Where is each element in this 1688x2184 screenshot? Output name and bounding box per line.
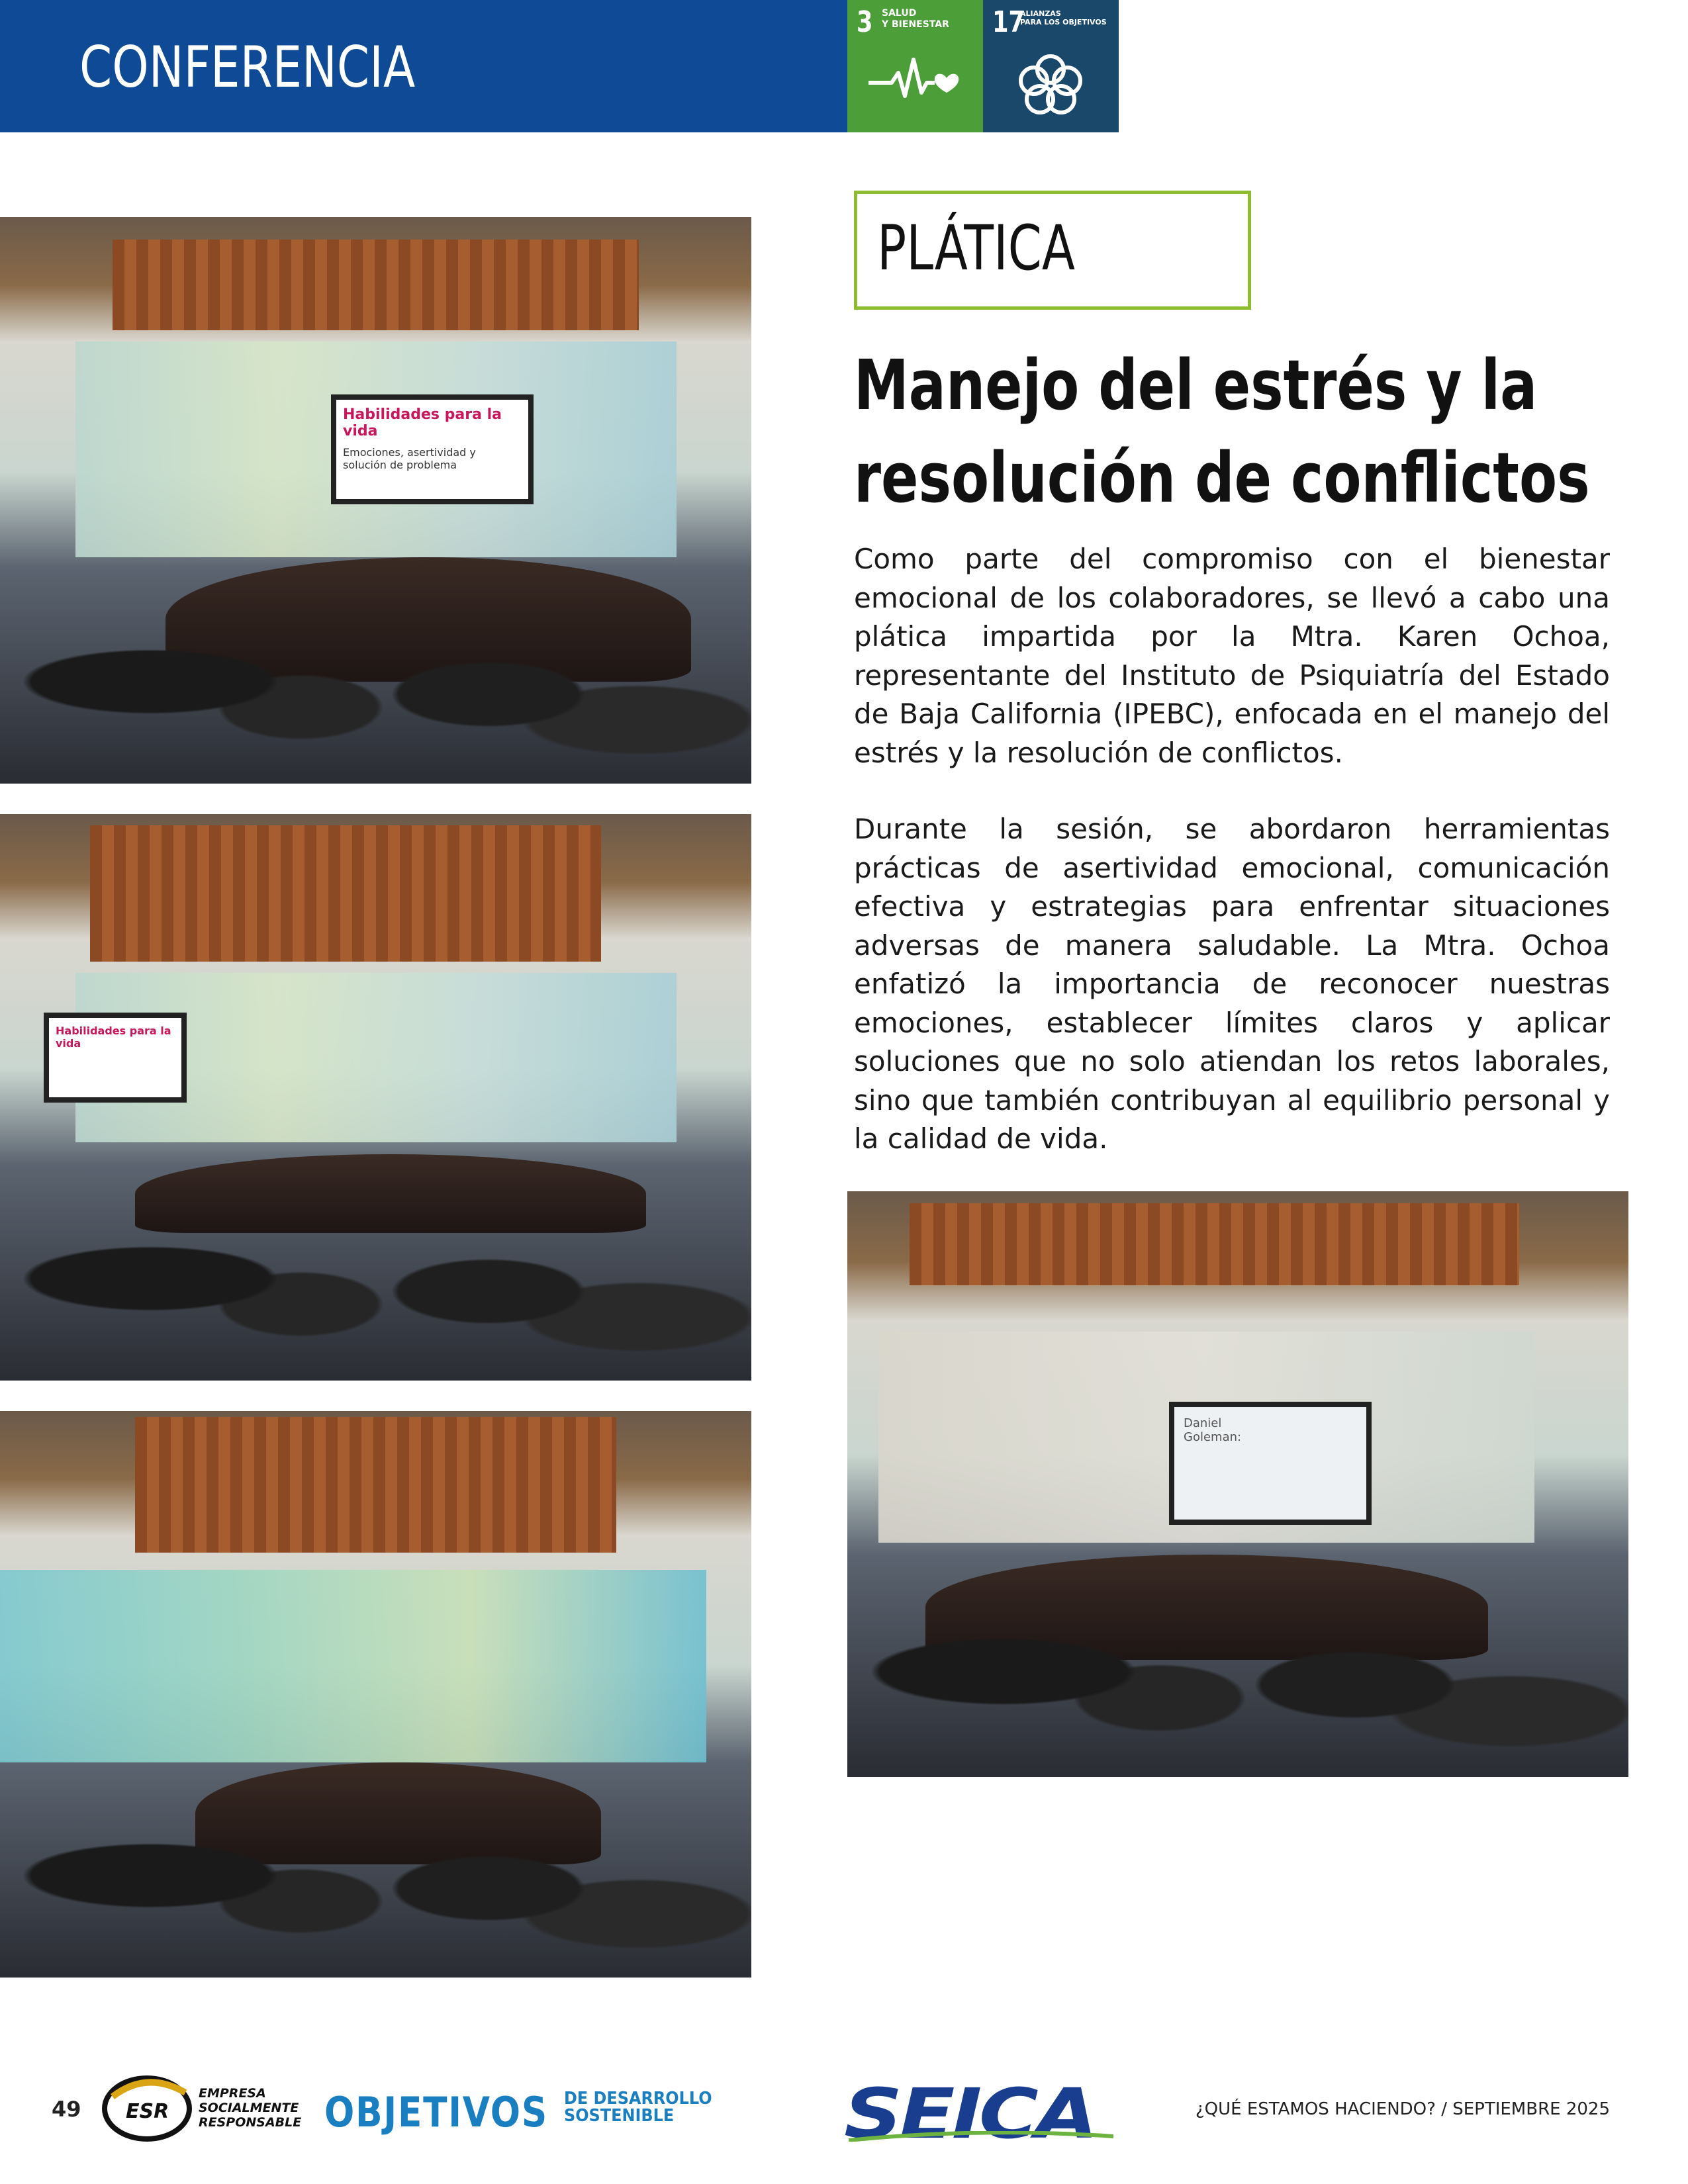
sdg-number: 3 (857, 5, 873, 39)
sdg-label-line: PARA LOS OBJETIVOS (1020, 18, 1107, 26)
photo-ceiling (910, 1203, 1519, 1285)
audience (0, 529, 751, 784)
sdg-3-tile (847, 0, 983, 132)
screen-subtitle: Emociones, asertividad y solución de problema (343, 446, 476, 471)
header-band (0, 0, 847, 132)
photo-ceiling (90, 825, 601, 961)
article-paragraph-1: Como parte del compromiso con el bienestar emocional de los colaboradores, se llevó a cabo una plática impartida por la Mtra. Karen Ochoa, representante del Instituto de Psiquiatría del Estado de Baja California (IPEBC), enfocada en el manejo del estrés y la resolución de conflictos. (854, 543, 1610, 769)
category-tag (854, 191, 1251, 310)
headline-line: resolución de conflictos (854, 437, 1590, 518)
ods-logo-wordmark: OBJETIVOS (324, 2088, 548, 2136)
seica-swoosh-icon (849, 2131, 1113, 2142)
flower-rings-icon (1004, 46, 1097, 119)
ods-subtitle-line: SOSTENIBLE (564, 2106, 675, 2126)
article-paragraph-2: Durante la sesión, se abordaron herramientas prácticas de asertividad emocional, comunicación efectiva y estrategias para enfrentar situaciones adversas de manera saludable. La Mtra. Ochoa enfatizó la importancia de reconocer nuestras emociones, establecer límites claros y aplicar soluciones que no solo atiendan los retos laborales, sino que también contribuyan al equilibrio personal y la calidad de vida. (854, 813, 1610, 1155)
page-number: 49 (52, 2097, 81, 2122)
article-headline (854, 339, 1617, 524)
photo-conference-4 (847, 1191, 1628, 1777)
presentation-screen (44, 1013, 187, 1103)
presentation-screen (1169, 1402, 1372, 1525)
sdg-number: 17 (992, 5, 1025, 39)
sdg-label (1020, 9, 1118, 26)
sdg-label-line: SALUD (882, 8, 917, 19)
ods-subtitle-line: DE DESARROLLO (564, 2089, 712, 2109)
ods-logo-subtitle (564, 2090, 712, 2124)
esr-mark: ESR (126, 2100, 169, 2123)
photo-conference-1 (0, 217, 751, 784)
esr-logo (99, 2070, 197, 2144)
sdg-label (882, 8, 980, 30)
seica-logo: SEICA (844, 2073, 1096, 2154)
category-tag-label: PLÁTICA (877, 212, 1075, 285)
sdg-label-line: ALIANZAS (1020, 9, 1061, 18)
headline-line: Manejo del estrés y la (854, 345, 1538, 426)
screen-title: Habilidades para la vida (56, 1024, 171, 1050)
esr-line: EMPRESA (199, 2086, 266, 2101)
section-title: CONFERENCIA (79, 34, 416, 101)
screen-title: Habilidades para la vida (343, 406, 502, 439)
presentation-screen (331, 394, 534, 504)
esr-wordmark (199, 2086, 301, 2130)
heartbeat-icon (868, 46, 961, 113)
audience (0, 1126, 751, 1381)
sdg-17-tile (983, 0, 1119, 132)
photo-conference-3 (0, 1411, 751, 1978)
photo-ceiling (113, 240, 639, 330)
esr-line: SOCIALMENTE (199, 2101, 299, 2115)
audience (847, 1514, 1628, 1777)
photo-ceiling (135, 1417, 616, 1553)
audience (0, 1723, 751, 1978)
issue-label: ¿QUÉ ESTAMOS HACIENDO? / SEPTIEMBRE 2025 (1195, 2099, 1610, 2119)
sdg-label-line: Y BIENESTAR (882, 19, 949, 30)
photo-conference-2 (0, 814, 751, 1381)
esr-line: RESPONSABLE (199, 2115, 302, 2130)
screen-title: Daniel Goleman: (1184, 1416, 1242, 1444)
